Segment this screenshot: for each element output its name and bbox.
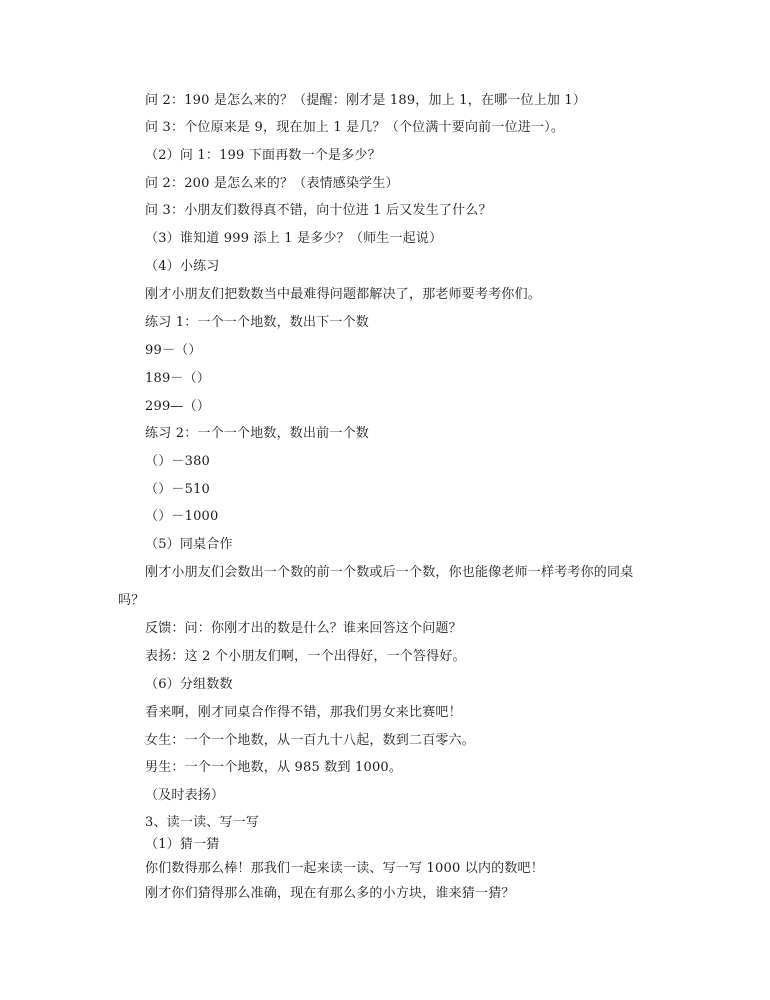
text-line: 练习 1：一个一个地数，数出下一个数 (145, 315, 370, 330)
text-line: （）－510 (145, 482, 211, 497)
text-line: 看来啊，刚才同桌合作得不错，那我们男女来比赛吧！ (145, 705, 462, 720)
text-line: （3）谁知道 999 添上 1 是多少？（师生一起说） (145, 231, 443, 246)
text-line: 问 3：个位原来是 9，现在加上 1 是几？（个位满十要向前一位进一）。 (145, 120, 565, 135)
text-line: 表扬：这 2 个小朋友们啊，一个出得好，一个答得好。 (145, 649, 466, 664)
text-line: 你们数得那么棒！那我们一起来读一读、写一写 1000 以内的数吧！ (145, 861, 544, 876)
text-line: 刚才小朋友们会数出一个数的前一个数或后一个数，你也能像老师一样考考你的同桌 (145, 565, 634, 580)
text-line: 99－（） (145, 343, 202, 358)
text-line: 吗？ (118, 593, 145, 608)
text-line: （）－380 (145, 454, 211, 469)
text-line: （4）小练习 (145, 259, 220, 274)
text-line: 练习 2：一个一个地数，数出前一个数 (145, 426, 370, 441)
text-line: 问 3：小朋友们数得真不错，向十位进 1 后又发生了什么？ (145, 203, 492, 218)
text-line: （6）分组数数 (145, 677, 233, 692)
text-line: （5）同桌合作 (145, 537, 233, 552)
text-line: （1）猜一猜 (145, 837, 220, 852)
text-line: 刚才你们猜得那么准确，现在有那么多的小方块，谁来猜一猜？ (145, 886, 515, 901)
text-line: （2）问 1：199 下面再数一个是多少？ (145, 148, 381, 163)
text-line: （及时表扬） (145, 788, 225, 803)
text-line: 问 2：200 是怎么来的？（表情感染学生） (145, 176, 399, 191)
text-line: 问 2：190 是怎么来的？（提醒：刚才是 189，加上 1，在哪一位上加 1） (145, 93, 587, 108)
text-line: 女生：一个一个地数，从一百九十八起，数到二百零六。 (145, 733, 476, 748)
text-line: 反馈：问：你刚才出的数是什么？谁来回答这个问题？ (145, 621, 462, 636)
text-line: 刚才小朋友们把数数当中最难得问题都解决了，那老师要考考你们。 (145, 287, 542, 302)
text-line: 男生：一个一个地数，从 985 数到 1000。 (145, 760, 403, 775)
text-line: 299—（） (145, 399, 211, 414)
text-line: 189－（） (145, 371, 211, 386)
text-line: （）－1000 (145, 509, 219, 524)
text-line: 3、读一读、写一写 (145, 815, 260, 830)
